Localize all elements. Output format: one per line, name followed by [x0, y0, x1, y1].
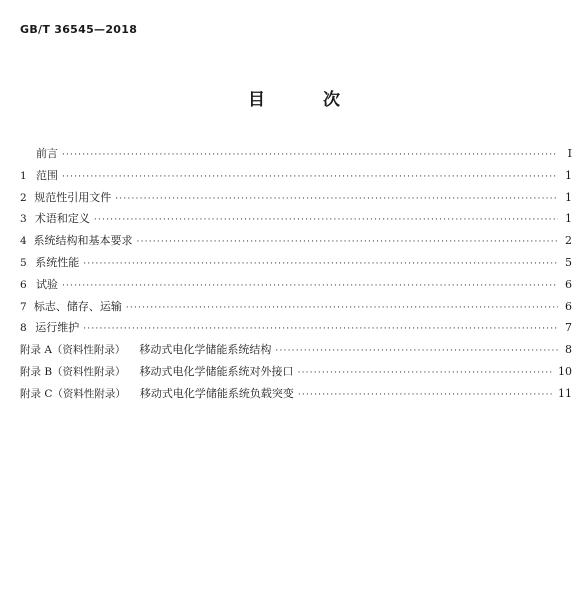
toc-leader-dots	[126, 303, 558, 313]
toc-annex-label: 附录 C（资料性附录）	[20, 387, 126, 400]
toc-entry-number: 3	[20, 213, 27, 226]
toc-entry-page: 1	[565, 212, 572, 226]
toc-entry-title: 规范性引用文件	[34, 190, 112, 204]
toc-entry-page: Ⅰ	[567, 147, 572, 160]
toc-entry-title: 标志、储存、运输	[33, 299, 122, 313]
toc-entry-number: 8	[20, 322, 27, 335]
toc-entry-annex[interactable]	[20, 341, 572, 363]
toc-entry-number: 4	[20, 235, 27, 248]
toc-entry-page: 6	[565, 277, 572, 291]
toc-entry-page: 1	[565, 168, 572, 182]
toc-leader-dots	[115, 194, 558, 204]
toc-entry-page: 7	[565, 321, 572, 335]
toc-entry-annex[interactable]	[20, 385, 572, 407]
toc-entry-title: 试验	[35, 277, 58, 291]
toc-entry-number: 6	[20, 278, 27, 291]
toc-entry-title: 移动式电化学储能系统对外接口	[139, 364, 294, 378]
toc-entry-page: 6	[565, 299, 572, 313]
toc-entry-title: 范围	[35, 168, 58, 182]
toc-entry[interactable]	[20, 254, 572, 276]
page-title: 目 次	[248, 90, 366, 110]
toc-entry-title: 系统结构和基本要求	[33, 234, 133, 248]
toc-entry-number: 1	[20, 169, 27, 182]
toc-entry-number: 5	[20, 256, 27, 269]
toc-entry[interactable]	[20, 210, 572, 232]
toc-entry[interactable]	[20, 167, 572, 189]
toc-entry-page: 1	[565, 190, 572, 204]
toc-entry-title: 术语和定义	[34, 212, 90, 226]
toc-entry-page: 11	[558, 386, 572, 400]
toc-entry[interactable]	[20, 319, 572, 341]
toc-leader-dots	[62, 150, 558, 160]
standard-code: GB/T 36545—2018	[20, 23, 138, 36]
toc-entry[interactable]	[20, 276, 572, 298]
toc-entry-title: 系统性能	[35, 255, 80, 269]
toc-entry[interactable]	[20, 145, 572, 167]
toc-leader-dots	[298, 368, 554, 378]
toc-entry-annex[interactable]	[20, 363, 572, 385]
toc-entry-title: 移动式电化学储能系统负载突变	[139, 386, 294, 400]
toc-annex-label: 附录 B（资料性附录）	[20, 365, 126, 378]
toc-leader-dots	[298, 390, 554, 400]
toc-leader-dots	[62, 172, 558, 182]
toc-entry[interactable]	[20, 298, 572, 320]
toc-entry-number: 7	[20, 300, 27, 313]
toc-leader-dots	[275, 346, 558, 356]
toc-leader-dots	[83, 324, 558, 334]
toc-entry-title: 移动式电化学储能系统结构	[139, 343, 272, 357]
toc-entry[interactable]	[20, 189, 572, 211]
toc-entry-page: 2	[565, 234, 572, 248]
toc-entry-page: 8	[565, 343, 572, 357]
toc-leader-dots	[94, 215, 558, 225]
toc-entry-title: 前言	[35, 147, 58, 160]
toc-leader-dots	[62, 281, 558, 291]
toc-entry-number: 2	[20, 191, 27, 204]
toc-entry-page: 5	[565, 255, 572, 269]
toc-entry-page: 10	[558, 364, 572, 378]
table-of-contents	[20, 145, 572, 407]
toc-entry[interactable]	[20, 232, 572, 254]
toc-annex-label: 附录 A（资料性附录）	[20, 344, 126, 357]
toc-leader-dots	[83, 259, 558, 269]
toc-entry-title: 运行维护	[35, 321, 80, 335]
toc-leader-dots	[137, 237, 558, 247]
